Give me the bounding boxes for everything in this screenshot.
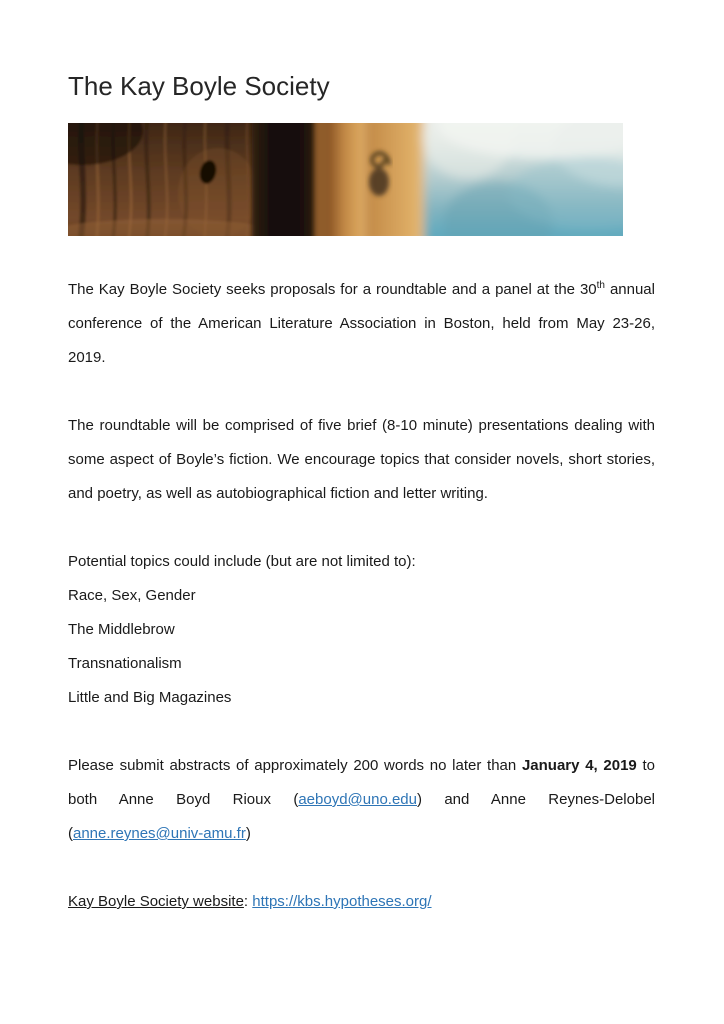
topic-item-magazines: Little and Big Magazines bbox=[68, 689, 232, 706]
topic-item-race-sex-gender: Race, Sex, Gender bbox=[68, 587, 196, 604]
topics-intro: Potential topics could include (but are not limited to): bbox=[68, 553, 416, 570]
ordinal-suffix: th bbox=[596, 280, 605, 291]
page-title: The Kay Boyle Society bbox=[68, 71, 330, 101]
website-line bbox=[68, 885, 655, 919]
topics-block bbox=[68, 545, 655, 715]
submission-text-3: ) and Anne Reynes-Delobel ( bbox=[68, 791, 655, 842]
submission-paragraph bbox=[68, 749, 655, 851]
intro-text-after-ordinal: annual conference of the American Literature Association in Boston, held from May 23-26, 2019. bbox=[68, 281, 655, 366]
email-link-aeboyd[interactable]: aeboyd@uno.edu bbox=[298, 791, 417, 808]
intro-paragraph bbox=[68, 273, 655, 375]
topic-item-transnationalism: Transnationalism bbox=[68, 655, 182, 672]
deadline-text: January 4, 2019 bbox=[521, 757, 637, 774]
submission-text-1: Please submit abstracts of approximately 200 words no later than bbox=[68, 757, 522, 774]
roundtable-paragraph: The roundtable will be comprised of five brief (8-10 minute) presentations dealing with some aspect of Boyle’s fiction. We encourage topics that consider novels, short stories, and poetry, as well as autobiographical fiction and letter writing. bbox=[68, 417, 655, 502]
banner-photo-image bbox=[68, 123, 623, 236]
intro-text-before-ordinal: The Kay Boyle Society seeks proposals for a roundtable and a panel at the 30 bbox=[68, 281, 597, 298]
email-link-anne-reynes[interactable]: anne.reynes@univ-amu.fr bbox=[73, 825, 246, 842]
banner-photo bbox=[68, 123, 623, 236]
website-link[interactable]: https://kbs.hypotheses.org/ bbox=[252, 893, 432, 910]
website-separator: : bbox=[243, 893, 253, 910]
submission-text-2: to both Anne Boyd Rioux ( bbox=[68, 757, 655, 808]
website-label: Kay Boyle Society website bbox=[68, 893, 244, 910]
submission-text-4: ) bbox=[245, 825, 251, 842]
topic-item-middlebrow: The Middlebrow bbox=[68, 621, 175, 638]
